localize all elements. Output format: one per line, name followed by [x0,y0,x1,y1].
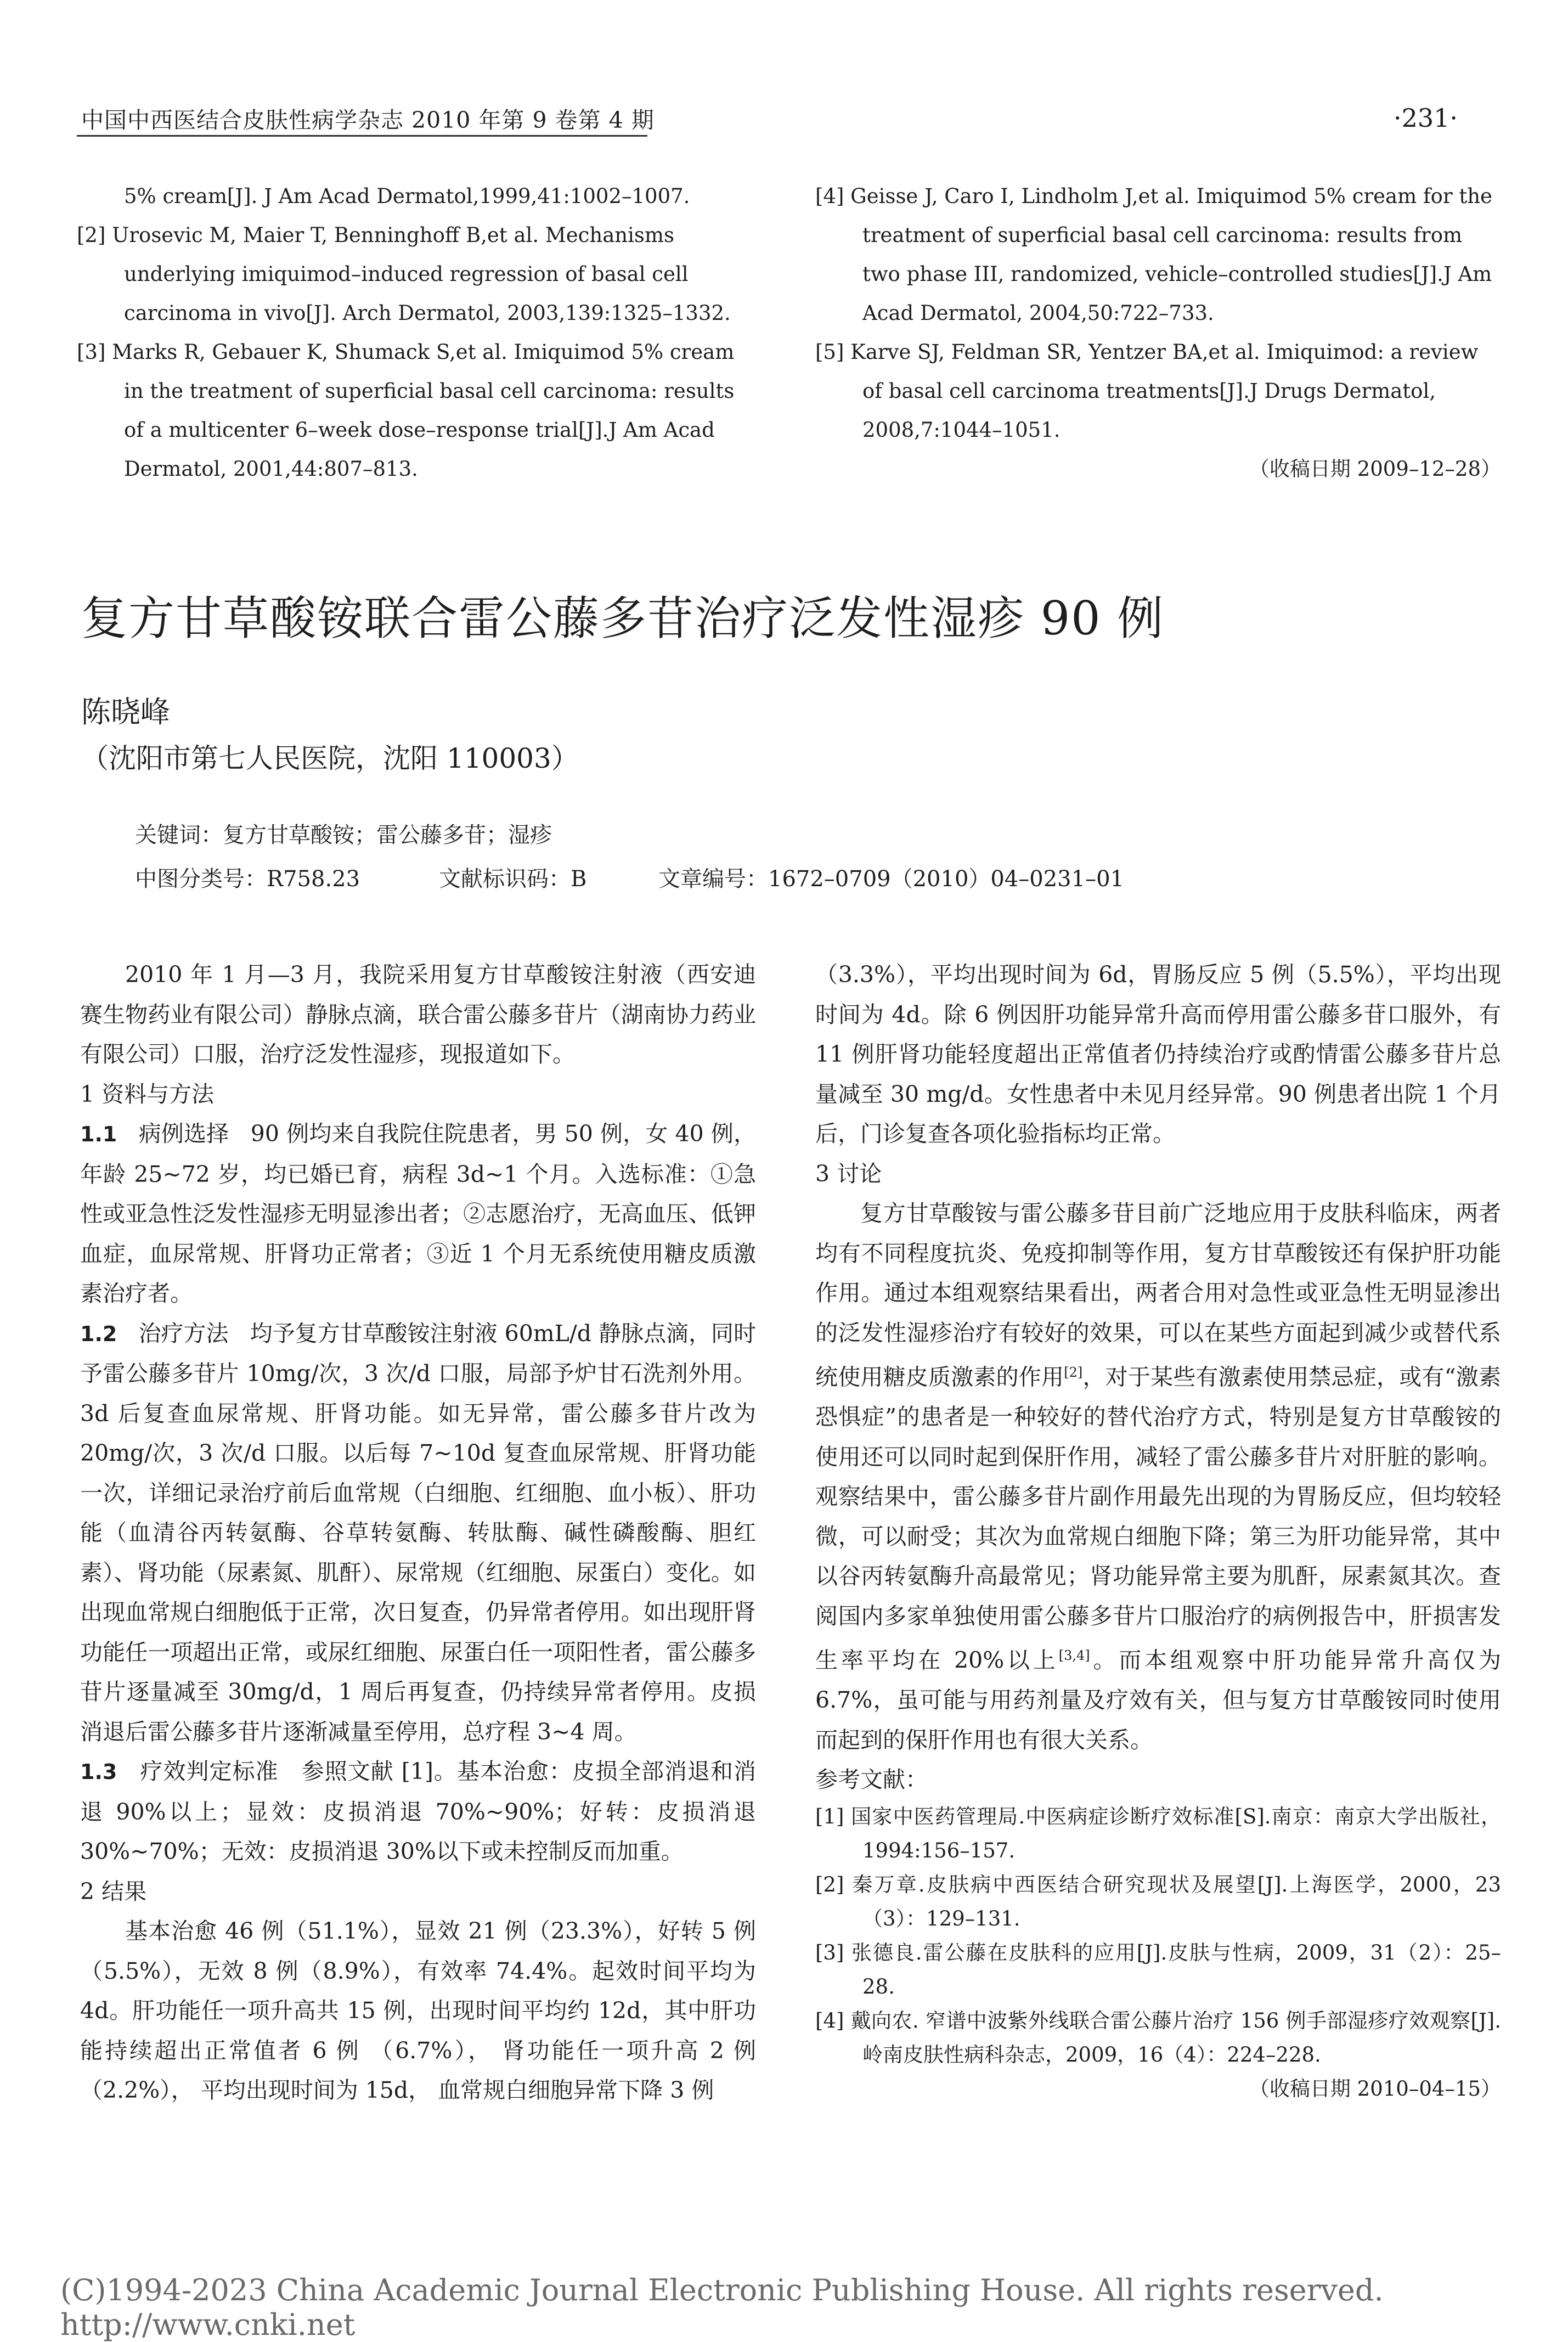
body-left-column [80,955,756,2110]
references-list [815,1800,1501,2106]
prev-ref-2: [2] Urosevic M, Maier T, Benninghoff B,et al. Mechanisms underlying imiquimod–induced regression of basal cell carcinoma in vivo[J]. Arch Dermatol, 2003,139:1325–1332. [77,223,731,325]
reference-item: [4] 戴向农. 窄谱中波紫外线联合雷公藤片治疗 156 例手部湿疹疗效观察[J].岭南皮肤性病科杂志，2009，16（4）：224–228. [815,2008,1501,2067]
intro-paragraph: 2010 年 1 月—3 月，我院采用复方甘草酸铵注射液（西安迪赛生物药业有限公司）静脉点滴，联合雷公藤多苷片（湖南协力药业有限公司）口服，治疗泛发性湿疹，现报道如下。 [80,961,756,1067]
header-rule [77,135,647,137]
prev-ref-5: [5] Karve SJ, Feldman SR, Yentzer BA,et al. Imiquimod: a review of basal cell carcinoma treatments[J].J Drugs Dermatol, 2008,7:1044–1051. [815,340,1479,442]
journal-header: 中国中西医结合皮肤性病学杂志 2010 年第 9 卷第 4 期 [81,107,655,133]
document-code: 文献标识码：B [439,866,587,892]
reference-item: [3] 张德良.雷公藤在皮肤科的应用[J].皮肤与性病，2009，31（2）：25–28. [815,1940,1501,1998]
section-1-heading: 1 资料与方法 [80,1080,215,1107]
discussion-paragraph [815,1193,1501,1760]
article-number: 文章编号：1672–0709（2010）04–0231–01 [658,866,1124,892]
received-date: （收稿日期 2010–04–15） [1249,2076,1501,2101]
section-1-2-number: 1.2 [80,1321,117,1346]
prev-refs-right [815,177,1501,488]
reference-item: [1] 国家中医药管理局.中医病症诊断疗效标准[S].南京：南京大学出版社，1994:156–157. [815,1804,1501,1862]
page-number: ·231· [1394,103,1458,133]
references-title: 参考文献： [815,1766,928,1793]
section-1-3-text: 参照文献 [1]。基本治愈：皮损全部消退和消退 90%以上；显效：皮损消退 70%~90%；好转：皮损消退 30%~70%；无效：皮损消退 30%以下或未控制反而加重。 [80,1758,757,1865]
section-1-2-text: 均予复方甘草酸铵注射液 60mL/d 静脉点滴，同时予雷公藤多苷片 10mg/次，3 次/d 口服，局部予炉甘石洗剂外用。3d 后复查血尿常规、肝肾功能。如无异常，雷公藤多苷片改为 20mg/次，3 次/d 口服。以后每 7~10d 复查血尿常规、肝肾功能一次，详细记录治疗前后血常规（白细胞、红细胞、血小板）、肝功能（血清谷丙转氨酶、谷草转氨酶、转肽酶、碱性磷酸酶、胆红素）、肾功能（尿素氮、肌酐）、尿常规（红细胞、尿蛋白）变化。如出现血常规白细胞低于正常，次日复查，仍异常者停用。如出现肝肾功能任一项超出正常，或尿红细胞、尿蛋白任一项阳性者，雷公藤多苷片逐量减至 30mg/d，1 周后再复查，仍持续异常者停用。皮损消退后雷公藤多苷片逐渐减量至停用，总疗程 3~4 周。 [80,1320,756,1745]
article-title: 复方甘草酸铵联合雷公藤多苷治疗泛发性湿疹 90 例 [81,592,1165,645]
citation-3-4: [3,4] [1058,1648,1090,1664]
results-continued: （3.3%），平均出现时间为 6d，胃肠反应 5 例（5.5%），平均出现时间为 4d。除 6 例因肝功能异常升高而停用雷公藤多苷口服外，有 11 例肝肾功能轻度超出正常值者仍持续治疗或酌情雷公藤多苷片总量减至 30 mg/d。女性患者中未见月经异常。90 例患者出院 1 个月后，门诊复查各项化验指标均正常。 [815,961,1501,1147]
prev-refs-left [77,177,757,488]
author-affiliation: （沈阳市第七人民医院，沈阳 110003） [81,742,579,774]
prev-ref-3: [3] Marks R, Gebauer K, Shumack S,et al. Imiquimod 5% cream in the treatment of superficial basal cell carcinoma: results of a multicenter 6–week dose–response trial[J].J Am Acad Dermatol, 2001,44:807–813. [77,340,735,481]
section-1-2-title: 治疗方法 [138,1320,229,1347]
results-paragraph: 基本治愈 46 例（51.1%），显效 21 例（23.3%），好转 5 例（5.5%），无效 8 例（8.9%），有效率 74.4%。起效时间平均为 4d。肝功能任一项升高共 15 例，出现时间平均约 12d，其中肝功能持续超出正常值者 6 例 （6.7%）， 肾功能任一项升高 2 例（2.2%）， 平均出现时间为 15d， 血常规白细胞异常下降 3 例 [80,1918,756,2103]
keywords: 关键词：复方甘草酸铵；雷公藤多苷；湿疹 [135,823,552,848]
section-1-1-text: 90 例均来自我院住院患者，男 50 例，女 40 例，年龄 25~72 岁，均已婚已育，病程 3d~1 个月。入选标准：①急性或亚急性泛发性湿疹无明显渗出者；②志愿治疗，无高血压、低钾血症，血尿常规、肝肾功正常者；③近 1 个月无系统使用糖皮质激素治疗者。 [80,1121,756,1307]
body-right-column [815,955,1501,2106]
author-name: 陈晓峰 [81,695,170,729]
section-1-2 [80,1314,756,1752]
clc-number: 中图分类号：R758.23 [135,866,360,892]
discussion-part-2: ，对于某些有激素使用禁忌症，或有“激素恐惧症”的患者是一种较好的替代治疗方式，特别是复方甘草酸铵的使用还可以同时起到保肝作用，减轻了雷公藤多苷片对肝脏的影响。观察结果中，雷公藤多苷片副作用最先出现的为胃肠反应，但均较轻微，可以耐受；其次为血常规白细胞下降；第三为肝功能异常，其中以谷丙转氨酶升高最常见；肾功能异常主要为肌酐，尿素氮其次。查阅国内多家单独使用雷公藤多苷片口服治疗的病例报告中，肝损害发生率平均在 20%以上 [815,1364,1501,1674]
section-1-1-title: 病例选择 [138,1121,229,1147]
section-1-3 [80,1752,756,1872]
discussion-part-1: 复方甘草酸铵与雷公藤多苷目前广泛地应用于皮肤科临床，两者均有不同程度抗炎、免疫抑制等作用，复方甘草酸铵还有保护肝功能作用。通过本组观察结果看出，两者合用对急性或亚急性无明显渗出的泛发性湿疹治疗有较好的效果，可以在某些方面起到减少或替代系统使用糖皮质激素的作用 [815,1200,1501,1390]
section-1-3-title: 疗效判定标准 [140,1758,279,1784]
prev-ref-1-cont: 5% cream[J]. J Am Acad Dermatol,1999,41:1002–1007. [124,184,690,208]
discussion-part-3: 。而本组观察中肝功能异常升高仅为 6.7%，虽可能与用药剂量及疗效有关，但与复方甘草酸铵同时使用而起到的保肝作用也有很大关系。 [815,1647,1501,1753]
section-1-1-number: 1.1 [80,1122,117,1146]
prev-received-date: （收稿日期 2009–12–28） [1249,457,1501,481]
section-3-heading: 3 讨论 [815,1160,882,1187]
copyright-footer: (C)1994-2023 China Academic Journal Electronic Publishing House. All rights reserved. http://www.cnki.net [60,2273,1384,2342]
reference-item: [2] 秦万章.皮肤病中西医结合研究现状及展望[J].上海医学，2000，23（3）：129–131. [815,1872,1501,1930]
section-1-3-number: 1.3 [80,1760,117,1784]
section-2-heading: 2 结果 [80,1878,147,1905]
section-1-1 [80,1114,756,1314]
prev-ref-4: [4] Geisse J, Caro I, Lindholm J,et al. Imiquimod 5% cream for the treatment of superficial basal cell carcinoma: results from two phase III, randomized, vehicle–controlled studies[J].J Am Acad Dermatol, 2004,50:722–733. [815,184,1492,325]
citation-2: [2] [1064,1365,1083,1380]
